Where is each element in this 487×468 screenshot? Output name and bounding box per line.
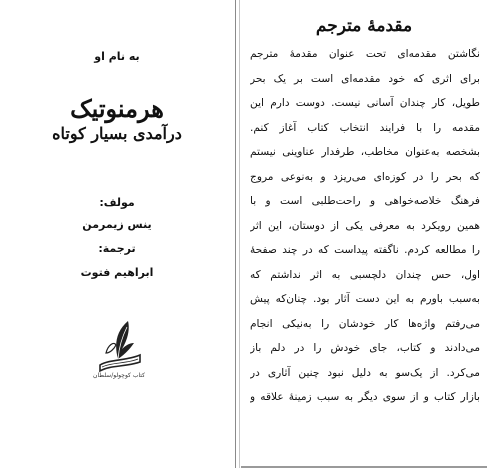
text-line: را مطالعه کردم. ناگفته پیداست که در چند صفحهٔ	[250, 244, 480, 256]
page-divider-inner	[239, 0, 240, 468]
book-quill-logo-icon	[92, 315, 148, 377]
text-line: می‌کرد. از یک‌سو به دلیل نبود چنین آثاری در	[250, 366, 480, 379]
page-divider	[235, 0, 236, 468]
author-label: مولف:	[99, 196, 135, 209]
text-line: می‌رفتم واژه‌ها کار خودشان را به‌نیکی انجام	[250, 317, 480, 330]
text-line: برای اثری که خود مقدمه‌ای است بر یک بحر	[250, 72, 480, 85]
preface-body	[250, 42, 480, 410]
text-line: بازار کتاب و از سوی دیگر به سبب زمینهٔ علاقه و	[250, 391, 480, 403]
text-line: به‌سبب باورم به این دست آثار بود. چنان‌که پیش	[250, 293, 480, 305]
title-page	[0, 0, 234, 468]
publisher-logo-caption: کتاب کوچولو/سلطان	[93, 372, 145, 379]
text-line: فرهنگ خلاصه‌خواهی و راحت‌طلبی است و با	[250, 195, 480, 207]
text-line: نگاشتن مقدمه‌ای تحت عنوان مقدمهٔ مترجم	[250, 48, 480, 60]
text-line: می‌دادند و کتاب، جای خودش را در دلم باز	[250, 342, 480, 354]
dedication-line: به نام او	[94, 50, 140, 63]
author-name: ینس زیمرمن	[82, 218, 152, 231]
text-line: اول، حس چندان دلچسبی به اثر نداشتم که	[250, 268, 480, 281]
book-subtitle: درآمدی بسیار کوتاه	[52, 124, 182, 143]
text-line: مقدمه را با فرایند انتخاب کتاب آغاز کنم.	[250, 121, 480, 134]
text-line: که بحر را در کوزه‌ای می‌ریزد و به‌نوعی مروج	[250, 170, 480, 183]
text-line: طویل، کار چندان آسانی نیست. دوست دارم این	[250, 97, 480, 109]
translator-name: ابراهیم فتوت	[80, 266, 154, 279]
text-line: بشخصه به‌عنوان مخاطب، طرفدار عناوینی نیستم	[250, 146, 480, 158]
book-title: هرمنوتیک	[70, 94, 164, 123]
translator-label: ترجمة:	[98, 242, 136, 255]
preface-heading: مقدمهٔ مترجم	[315, 16, 413, 36]
text-line: همین رویکرد به معرفی یکی از دوستان، این اثر	[250, 219, 480, 232]
